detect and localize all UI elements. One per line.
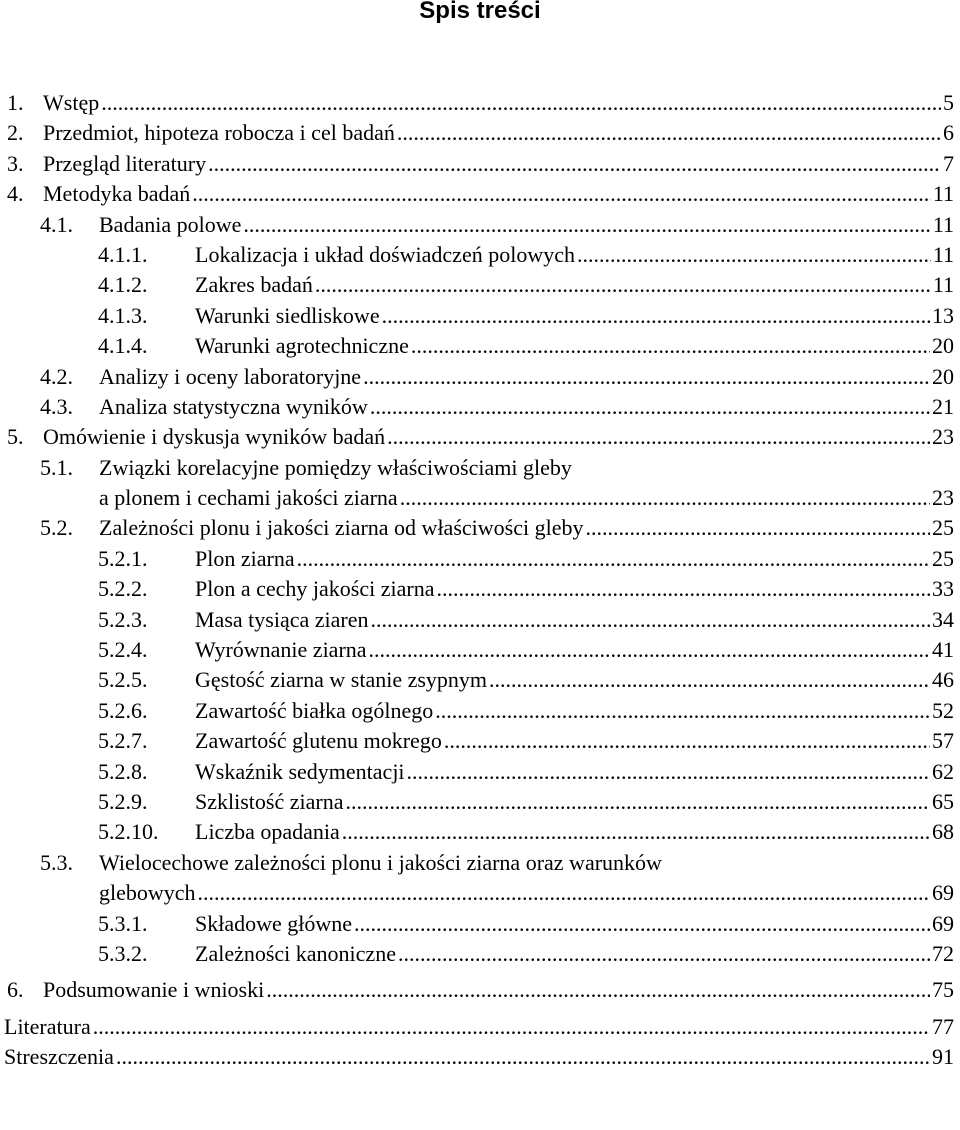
dot-leader (398, 939, 930, 969)
toc-entry-number: 4.3. (40, 393, 73, 419)
toc-entry-number: 5.2.3. (98, 606, 148, 632)
toc-entry-page: 25 (932, 545, 954, 571)
toc-entry-number: 5.2.8. (98, 758, 148, 784)
toc-entry-title: Zakres badań (195, 272, 313, 298)
dot-leader (435, 696, 930, 726)
table-of-contents (0, 88, 960, 1073)
toc-entry-number: 5.3.1. (98, 910, 148, 936)
toc-entry[interactable] (0, 787, 960, 817)
dot-leader (370, 605, 930, 635)
toc-entry-page: 33 (932, 576, 954, 602)
toc-entry[interactable] (0, 975, 960, 1005)
toc-entry-number: 5.3.2. (98, 940, 148, 966)
dot-leader (411, 331, 930, 361)
dot-leader (397, 118, 941, 148)
dot-leader (266, 975, 930, 1005)
toc-entry[interactable] (0, 726, 960, 756)
toc-entry[interactable] (0, 605, 960, 635)
toc-entry-title: Plon ziarna (195, 545, 295, 571)
toc-entry-page: 46 (932, 667, 954, 693)
toc-entry-number: 4.2. (40, 363, 73, 389)
toc-entry-page: 75 (932, 977, 954, 1003)
dot-leader (585, 513, 930, 543)
dot-leader (101, 88, 941, 118)
toc-entry[interactable] (0, 270, 960, 300)
toc-entry-number: 4.1.3. (98, 302, 148, 328)
dot-leader (577, 240, 931, 270)
toc-entry-page: 23 (932, 485, 954, 511)
toc-entry[interactable] (0, 331, 960, 361)
toc-entry[interactable] (0, 696, 960, 726)
toc-entry-title: Liczba opadania (195, 819, 340, 845)
toc-entry-number: 4.1.2. (98, 272, 148, 298)
toc-entry-page: 11 (932, 241, 954, 267)
page-title: Spis treści (419, 0, 541, 24)
toc-entry-title-line1: Wielocechowe zależności plonu i jakości ziarna oraz warunków (99, 849, 662, 875)
dot-leader (489, 665, 930, 695)
toc-entry-title: Literatura (4, 1013, 91, 1039)
toc-entry[interactable] (0, 1042, 960, 1072)
toc-entry-number: 5.2.2. (98, 576, 148, 602)
toc-entry[interactable] (0, 817, 960, 847)
toc-entry-title: Podsumowanie i wnioski (43, 977, 265, 1003)
toc-entry-page: 11 (932, 211, 954, 237)
toc-entry-title: Przegląd literatury (43, 150, 207, 176)
dot-leader (354, 909, 930, 939)
toc-entry[interactable] (0, 88, 960, 118)
toc-entry-number: 5.3. (40, 849, 73, 875)
dot-leader (243, 210, 930, 240)
toc-entry-title: Lokalizacja i układ doświadczeń polowych (195, 241, 575, 267)
toc-entry-page: 23 (932, 424, 954, 450)
toc-entry-title: Wyrównanie ziarna (195, 637, 367, 663)
toc-entry-title: Metodyka badań (43, 181, 191, 207)
toc-entry-number: 5.2.7. (98, 728, 148, 754)
toc-entry[interactable] (0, 939, 960, 969)
toc-entry-title: Warunki agrotechniczne (195, 333, 409, 359)
toc-entry-number: 4.1.4. (98, 333, 148, 359)
toc-entry-page: 69 (932, 910, 954, 936)
toc-entry-page: 11 (932, 181, 954, 207)
dot-leader (363, 362, 930, 392)
dot-leader (208, 149, 941, 179)
toc-entry-page: 91 (932, 1044, 954, 1070)
toc-entry-title: Składowe główne (195, 910, 353, 936)
toc-entry-title: Gęstość ziarna w stanie zsypnym (195, 667, 488, 693)
toc-entry-number: 5.2.9. (98, 789, 148, 814)
toc-entry-title: Analizy i oceny laboratoryjne (99, 363, 362, 389)
toc-entry-number: 5.2.10. (98, 819, 159, 845)
toc-entry-page: 52 (932, 697, 954, 723)
toc-entry-page: 20 (932, 363, 954, 389)
dot-leader (436, 574, 930, 604)
toc-entry-page: 5 (943, 90, 954, 115)
toc-entry[interactable] (0, 422, 960, 452)
toc-entry-number: 2. (7, 120, 24, 146)
toc-entry-page: 11 (932, 272, 954, 298)
toc-entry[interactable] (0, 179, 960, 209)
toc-entry[interactable] (0, 240, 960, 270)
toc-entry[interactable] (0, 574, 960, 604)
toc-entry-number: 4. (7, 181, 24, 207)
toc-entry[interactable] (0, 757, 960, 787)
dot-leader (93, 1012, 930, 1042)
toc-entry-page: 77 (932, 1013, 954, 1039)
toc-entry-page: 41 (932, 637, 954, 663)
toc-entry[interactable] (0, 118, 960, 148)
dot-leader (315, 270, 931, 300)
toc-entry[interactable] (0, 392, 960, 422)
toc-entry-number: 5. (7, 424, 24, 450)
toc-entry-title: Streszczenia (4, 1044, 114, 1070)
toc-entry-number: 5.2. (40, 515, 73, 541)
toc-entry-page: 6 (943, 120, 954, 146)
toc-entry-number: 3. (7, 150, 24, 176)
toc-entry-page: 68 (932, 819, 954, 845)
toc-entry-title: Badania polowe (99, 211, 242, 237)
dot-leader (369, 635, 930, 665)
dot-leader (297, 544, 930, 574)
toc-entry[interactable] (0, 544, 960, 574)
toc-entry-page: 20 (932, 333, 954, 359)
toc-entry-title: Zależności plonu i jakości ziarna od właściwości gleby (99, 515, 584, 541)
toc-entry-title: Zawartość glutenu mokrego (195, 728, 442, 754)
toc-entry-page: 65 (932, 789, 954, 814)
toc-entry-page: 21 (932, 393, 954, 419)
toc-entry-title: Wstęp (43, 90, 100, 115)
toc-entry[interactable] (0, 909, 960, 939)
toc-entry-page: 72 (932, 940, 954, 966)
toc-entry-title: Analiza statystyczna wyników (99, 393, 368, 419)
toc-entry-title: Plon a cechy jakości ziarna (195, 576, 435, 602)
toc-entry-page: 57 (932, 728, 954, 754)
toc-entry-title-line1: Związki korelacyjne pomiędzy właściwościami gleby (99, 454, 572, 480)
toc-entry-number: 5.2.4. (98, 637, 148, 663)
dot-leader (407, 757, 930, 787)
dot-leader (370, 392, 930, 422)
toc-entry-page: 7 (943, 150, 954, 176)
toc-entry-number: 4.1.1. (98, 241, 148, 267)
toc-entry-title: Zależności kanoniczne (195, 940, 396, 966)
toc-entry-title: Wskaźnik sedymentacji (195, 758, 405, 784)
toc-entry-number: 5.1. (40, 454, 73, 480)
toc-entry-number: 5.2.6. (98, 697, 148, 723)
dot-leader (400, 483, 930, 513)
toc-entry[interactable] (0, 453, 960, 514)
toc-entry[interactable] (0, 1012, 960, 1042)
toc-entry[interactable] (0, 848, 960, 909)
dot-leader (345, 787, 930, 817)
toc-entry[interactable] (0, 513, 960, 543)
toc-entry-page: 69 (932, 880, 954, 906)
toc-entry-title: Zawartość białka ogólnego (195, 697, 434, 723)
toc-entry-number: 1. (7, 90, 24, 115)
toc-entry-page: 25 (932, 515, 954, 541)
toc-entry-number: 5.2.5. (98, 667, 148, 693)
toc-entry-title: a plonem i cechami jakości ziarna (99, 485, 398, 511)
toc-entry[interactable] (0, 665, 960, 695)
toc-entry-title: glebowych (99, 880, 196, 906)
dot-leader (382, 301, 930, 331)
toc-entry-page: 34 (932, 606, 954, 632)
toc-entry-title: Warunki siedliskowe (195, 302, 380, 328)
toc-entry-title: Szklistość ziarna (195, 789, 344, 814)
toc-entry-title: Przedmiot, hipoteza robocza i cel badań (43, 120, 395, 146)
toc-entry[interactable] (0, 149, 960, 179)
toc-entry-number: 5.2.1. (98, 545, 148, 571)
toc-entry[interactable] (0, 301, 960, 331)
dot-leader (342, 817, 930, 847)
toc-entry-title: Masa tysiąca ziaren (195, 606, 369, 632)
toc-entry[interactable] (0, 210, 960, 240)
toc-entry-page: 13 (932, 302, 954, 328)
dot-leader (387, 422, 930, 452)
toc-entry[interactable] (0, 362, 960, 392)
toc-entry[interactable] (0, 635, 960, 665)
dot-leader (444, 726, 930, 756)
toc-entry-number: 6. (7, 977, 24, 1003)
dot-leader (198, 878, 930, 908)
toc-entry-title: Omówienie i dyskusja wyników badań (43, 424, 386, 450)
dot-leader (192, 179, 931, 209)
toc-entry-number: 4.1. (40, 211, 73, 237)
toc-entry-page: 62 (932, 758, 954, 784)
dot-leader (116, 1042, 930, 1072)
